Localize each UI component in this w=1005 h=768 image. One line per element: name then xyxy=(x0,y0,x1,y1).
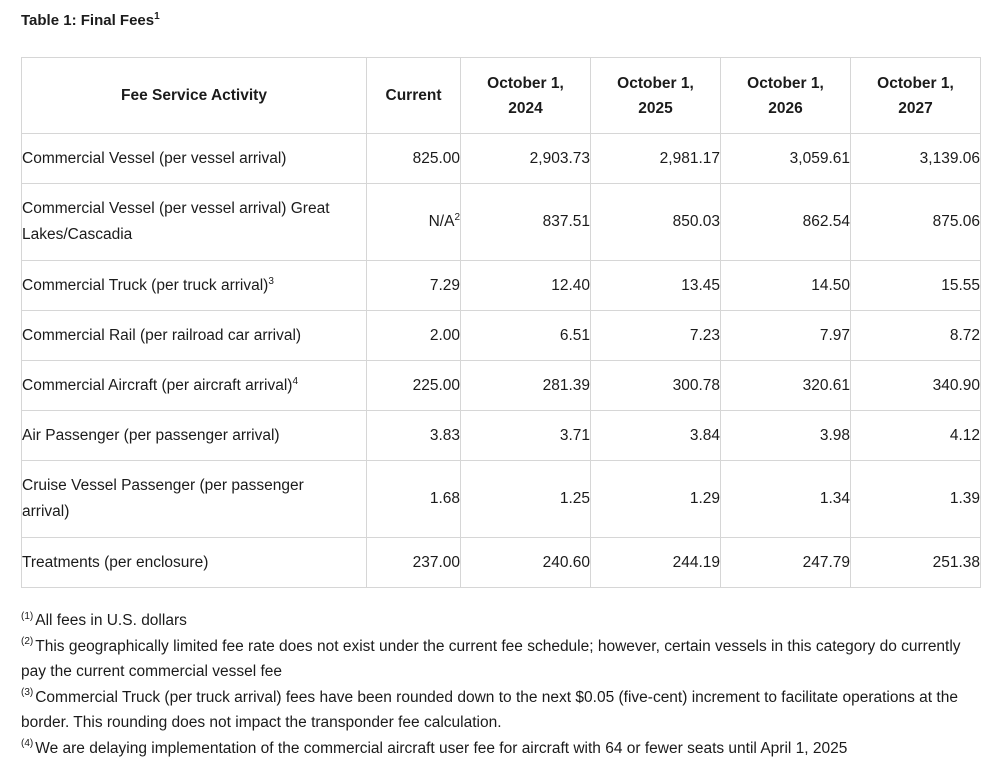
current-value: 1.68 xyxy=(429,490,460,507)
current-cell xyxy=(367,311,461,361)
table-header-row xyxy=(22,58,981,134)
header-october-2025-label: October 1, 2025 xyxy=(617,74,694,117)
fee-y2027-cell: 340.90 xyxy=(851,361,981,411)
footnote-marker: (4) xyxy=(21,738,34,750)
current-value: N/A xyxy=(428,213,455,230)
footnote xyxy=(21,685,986,736)
table-row xyxy=(22,538,981,588)
current-cell xyxy=(367,261,461,311)
activity-cell xyxy=(22,134,367,184)
fee-y2024-cell: 3.71 xyxy=(461,411,591,461)
header-october-2025 xyxy=(591,58,721,134)
fees-table xyxy=(21,57,981,588)
activity-cell xyxy=(22,361,367,411)
fee-y2026-cell: 862.54 xyxy=(721,184,851,261)
activity-footnote-ref: 3 xyxy=(268,275,274,287)
fee-y2024-cell: 12.40 xyxy=(461,261,591,311)
header-current: Current xyxy=(367,58,461,134)
current-value: 237.00 xyxy=(412,553,460,571)
table-row xyxy=(22,311,981,361)
fee-y2026-cell: 14.50 xyxy=(721,261,851,311)
current-cell xyxy=(367,411,461,461)
fee-y2024-cell: 1.25 xyxy=(461,461,591,538)
fee-y2024-cell: 240.60 xyxy=(461,538,591,588)
footnote-marker: (2) xyxy=(21,636,34,648)
footnote-text: All fees in U.S. dollars xyxy=(35,612,187,629)
current-cell xyxy=(367,184,461,261)
current-value: 225.00 xyxy=(412,376,460,394)
footnote-text: Commercial Truck (per truck arrival) fees have been rounded down to the next $0.05 (five-cent) increment to facilitate operations at the border. This rounding does not impact the transponder fee calculation. xyxy=(21,688,958,731)
table-row xyxy=(22,261,981,311)
activity-footnote-ref: 4 xyxy=(292,375,298,387)
fee-y2024-cell: 6.51 xyxy=(461,311,591,361)
current-value: 2.00 xyxy=(429,326,460,344)
header-october-2024 xyxy=(461,58,591,134)
footnote-text: This geographically limited fee rate does not exist under the current fee schedule; however, certain vessels in this category do currently pay the current commercial vessel fee xyxy=(21,637,961,680)
fee-y2026-cell: 247.79 xyxy=(721,538,851,588)
activity-label: Air Passenger (per passenger arrival) xyxy=(22,426,280,444)
fee-y2027-cell: 4.12 xyxy=(851,411,981,461)
fee-y2024-cell: 2,903.73 xyxy=(461,134,591,184)
current-cell xyxy=(367,538,461,588)
current-cell xyxy=(367,461,461,538)
activity-cell xyxy=(22,261,367,311)
current-footnote-ref: 2 xyxy=(454,211,460,223)
fee-y2027-cell: 3,139.06 xyxy=(851,134,981,184)
fee-y2027-cell: 251.38 xyxy=(851,538,981,588)
fee-y2027-cell: 15.55 xyxy=(851,261,981,311)
table-title xyxy=(21,12,160,29)
header-october-2027-label: October 1, 2027 xyxy=(877,74,954,117)
header-fee-service-activity: Fee Service Activity xyxy=(22,58,367,134)
header-october-2027 xyxy=(851,58,981,134)
fee-y2026-cell: 7.97 xyxy=(721,311,851,361)
fee-y2025-cell: 3.84 xyxy=(591,411,721,461)
activity-cell xyxy=(22,538,367,588)
fee-y2025-cell: 300.78 xyxy=(591,361,721,411)
activity-label: Commercial Vessel (per vessel arrival) Great Lakes/Cascadia xyxy=(22,200,330,243)
activity-label: Treatments (per enclosure) xyxy=(22,553,209,571)
fee-y2026-cell: 1.34 xyxy=(721,461,851,538)
fee-y2027-cell: 1.39 xyxy=(851,461,981,538)
current-value: 7.29 xyxy=(429,276,460,294)
fee-y2024-cell: 837.51 xyxy=(461,184,591,261)
activity-label: Commercial Truck (per truck arrival) xyxy=(22,276,269,294)
activity-label: Cruise Vessel Passenger (per passenger arrival) xyxy=(22,477,304,520)
current-cell xyxy=(367,361,461,411)
footnote-text: We are delaying implementation of the commercial aircraft user fee for aircraft with 64 or fewer seats until April 1, 2025 xyxy=(35,739,848,757)
current-value: 3.83 xyxy=(429,426,460,444)
fee-y2027-cell: 8.72 xyxy=(851,311,981,361)
fee-y2026-cell: 3.98 xyxy=(721,411,851,461)
fee-y2026-cell: 320.61 xyxy=(721,361,851,411)
activity-label: Commercial Rail (per railroad car arrival) xyxy=(22,326,302,344)
fee-y2025-cell: 850.03 xyxy=(591,184,721,261)
fee-y2026-cell: 3,059.61 xyxy=(721,134,851,184)
fee-y2025-cell: 244.19 xyxy=(591,538,721,588)
activity-label: Commercial Aircraft (per aircraft arrival) xyxy=(22,376,293,394)
fee-y2025-cell: 1.29 xyxy=(591,461,721,538)
fee-y2025-cell: 13.45 xyxy=(591,261,721,311)
header-october-2026-label: October 1, 2026 xyxy=(747,74,824,117)
footnote-marker: (1) xyxy=(21,610,34,622)
activity-cell xyxy=(22,184,367,261)
footnotes xyxy=(21,608,986,761)
header-october-2024-label: October 1, 2024 xyxy=(487,74,564,117)
table-title-footnote-ref: 1 xyxy=(154,11,160,22)
activity-cell xyxy=(22,311,367,361)
footnote xyxy=(21,736,986,762)
activity-cell xyxy=(22,411,367,461)
table-title-text: Table 1: Final Fees xyxy=(21,12,155,29)
current-value: 825.00 xyxy=(412,149,460,167)
table-body xyxy=(22,134,981,588)
fee-y2024-cell: 281.39 xyxy=(461,361,591,411)
fee-y2025-cell: 7.23 xyxy=(591,311,721,361)
table-row xyxy=(22,411,981,461)
table-row xyxy=(22,461,981,538)
footnote-marker: (3) xyxy=(21,687,34,699)
header-october-2026 xyxy=(721,58,851,134)
footnote xyxy=(21,634,986,685)
footnote xyxy=(21,608,986,634)
activity-cell xyxy=(22,461,367,538)
fee-y2025-cell: 2,981.17 xyxy=(591,134,721,184)
table-row xyxy=(22,184,981,261)
current-cell xyxy=(367,134,461,184)
table-row xyxy=(22,361,981,411)
activity-label: Commercial Vessel (per vessel arrival) xyxy=(22,149,287,167)
fee-y2027-cell: 875.06 xyxy=(851,184,981,261)
table-row xyxy=(22,134,981,184)
